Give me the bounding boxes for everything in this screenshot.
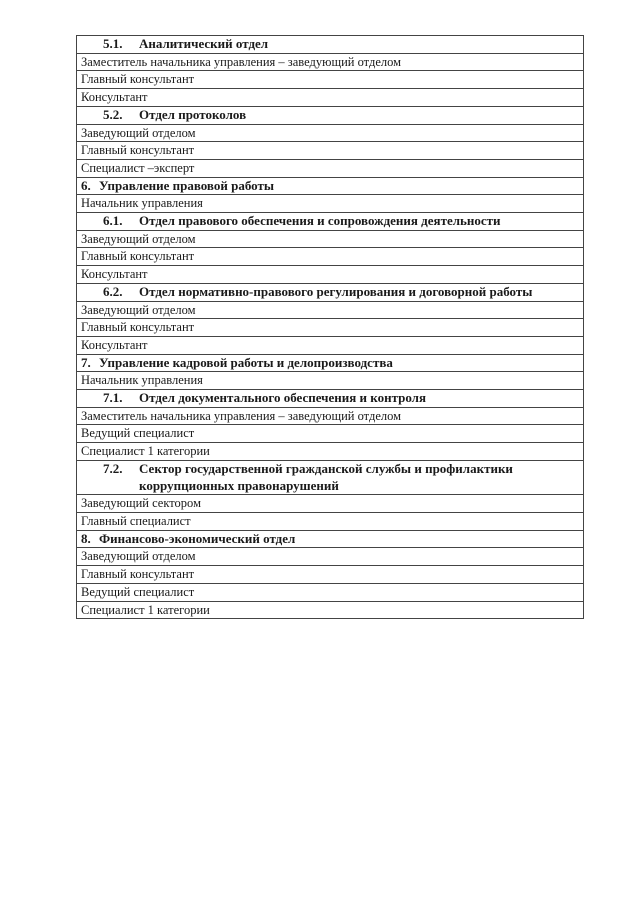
position-title: Начальник управления bbox=[77, 195, 584, 213]
position-title: Ведущий специалист bbox=[77, 425, 584, 443]
position-title: Заведующий сектором bbox=[77, 495, 584, 513]
position-row bbox=[77, 601, 584, 619]
position-title: Заведующий отделом bbox=[77, 230, 584, 248]
position-title: Консультант bbox=[77, 266, 584, 284]
position-row bbox=[77, 443, 584, 461]
section-title: Отдел нормативно-правового регулирования и договорной работы bbox=[139, 283, 533, 299]
section-heading-row bbox=[77, 36, 584, 54]
section-heading-row bbox=[77, 390, 584, 408]
position-row bbox=[77, 372, 584, 390]
position-row bbox=[77, 566, 584, 584]
position-title: Заведующий отделом bbox=[77, 301, 584, 319]
position-title: Главный консультант bbox=[77, 566, 584, 584]
position-row bbox=[77, 71, 584, 89]
position-title: Главный специалист bbox=[77, 512, 584, 530]
position-row bbox=[77, 230, 584, 248]
position-title: Специалист –эксперт bbox=[77, 159, 584, 177]
position-row bbox=[77, 124, 584, 142]
section-heading-cell bbox=[77, 177, 584, 195]
section-heading-row bbox=[77, 460, 584, 494]
position-row bbox=[77, 195, 584, 213]
position-title: Заведующий отделом bbox=[77, 548, 584, 566]
section-title: Отдел документального обеспечения и контроля bbox=[139, 390, 426, 406]
section-heading-cell bbox=[77, 36, 584, 54]
position-row bbox=[77, 336, 584, 354]
section-number: 6. bbox=[81, 177, 91, 193]
section-title: Управление кадровой работы и делопроизводства bbox=[99, 354, 393, 370]
staff-structure-table bbox=[76, 35, 584, 619]
section-heading-cell bbox=[77, 354, 584, 372]
section-number: 6.2. bbox=[103, 283, 123, 299]
position-row bbox=[77, 142, 584, 160]
position-row bbox=[77, 512, 584, 530]
position-title: Специалист 1 категории bbox=[77, 443, 584, 461]
section-heading-row bbox=[77, 106, 584, 124]
section-heading-row bbox=[77, 283, 584, 301]
position-row bbox=[77, 248, 584, 266]
section-number: 5.2. bbox=[103, 106, 123, 122]
section-heading-row bbox=[77, 213, 584, 231]
position-title: Ведущий специалист bbox=[77, 583, 584, 601]
position-row bbox=[77, 266, 584, 284]
section-heading-cell bbox=[77, 213, 584, 231]
section-heading-cell bbox=[77, 460, 584, 494]
section-number: 6.1. bbox=[103, 213, 123, 229]
position-title: Главный консультант bbox=[77, 142, 584, 160]
section-title: Финансово-экономический отдел bbox=[99, 530, 296, 546]
position-title: Заместитель начальника управления – заведующий отделом bbox=[77, 53, 584, 71]
position-row bbox=[77, 407, 584, 425]
position-title: Начальник управления bbox=[77, 372, 584, 390]
position-row bbox=[77, 583, 584, 601]
position-title: Консультант bbox=[77, 336, 584, 354]
section-title: Управление правовой работы bbox=[99, 177, 275, 193]
section-heading-cell bbox=[77, 530, 584, 548]
section-heading-row bbox=[77, 177, 584, 195]
position-row bbox=[77, 548, 584, 566]
section-number: 8. bbox=[81, 530, 91, 546]
section-heading-row bbox=[77, 354, 584, 372]
position-title: Специалист 1 категории bbox=[77, 601, 584, 619]
section-heading-row bbox=[77, 530, 584, 548]
position-title: Заведующий отделом bbox=[77, 124, 584, 142]
section-title: Отдел протоколов bbox=[139, 106, 247, 122]
section-title: Сектор государственной гражданской службы и профилактики коррупционных правонарушений bbox=[139, 460, 513, 493]
position-row bbox=[77, 425, 584, 443]
position-title: Заместитель начальника управления – заведующий отделом bbox=[77, 407, 584, 425]
section-title: Аналитический отдел bbox=[139, 36, 269, 51]
section-number: 7. bbox=[81, 354, 91, 370]
position-title: Главный консультант bbox=[77, 71, 584, 89]
section-number: 7.2. bbox=[103, 460, 123, 476]
position-row bbox=[77, 495, 584, 513]
section-heading-cell bbox=[77, 390, 584, 408]
table-body bbox=[77, 36, 584, 619]
section-number: 7.1. bbox=[103, 390, 123, 406]
position-title: Главный консультант bbox=[77, 319, 584, 337]
section-number: 5.1. bbox=[103, 36, 123, 51]
section-heading-cell bbox=[77, 106, 584, 124]
position-row bbox=[77, 53, 584, 71]
section-title: Отдел правового обеспечения и сопровождения деятельности bbox=[139, 213, 501, 229]
section-heading-cell bbox=[77, 283, 584, 301]
position-row bbox=[77, 159, 584, 177]
position-row bbox=[77, 301, 584, 319]
position-title: Главный консультант bbox=[77, 248, 584, 266]
position-title: Консультант bbox=[77, 89, 584, 107]
position-row bbox=[77, 89, 584, 107]
position-row bbox=[77, 319, 584, 337]
